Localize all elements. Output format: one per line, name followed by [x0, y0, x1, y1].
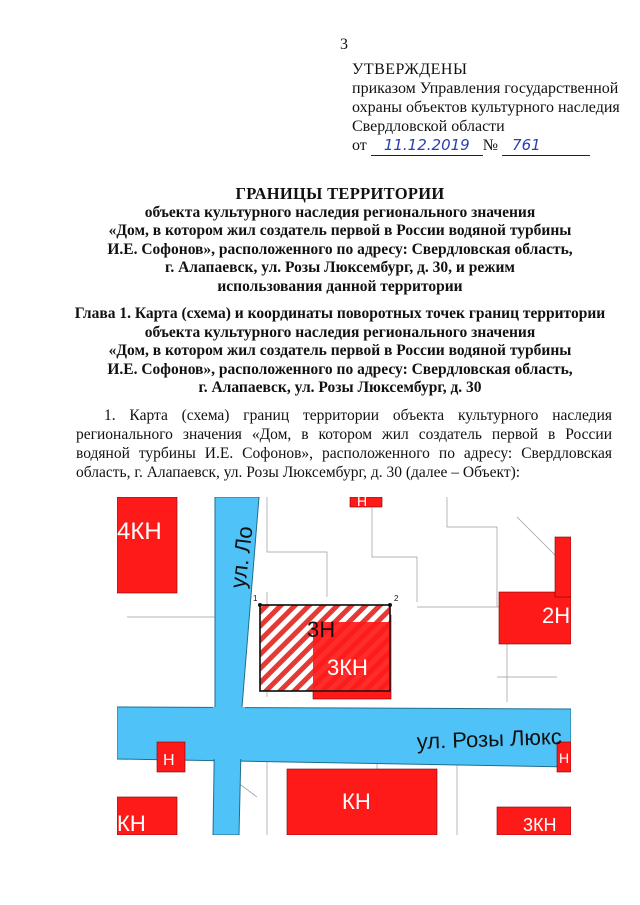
- date-prefix: от: [352, 137, 367, 154]
- page-number: 3: [340, 36, 348, 53]
- map-label-2n: 2Н: [542, 603, 571, 628]
- turning-point-2: [388, 603, 392, 607]
- approval-title: УТВЕРЖДЕНЫ: [352, 61, 468, 78]
- map-label-4kn: 4КН: [117, 518, 162, 545]
- paragraph-1: 1. Карта (схема) границ территории объекта культурного наследия регионального значения «Дом, в котором жил создатель первой в России водяной турбины И.Е. Софонов», расположенного по адресу: Свердловская область, г. Алапаевск, ул. Розы Люксембург, д. 30 (далее – Объект):: [76, 407, 612, 481]
- map-label-3n: 3Н: [307, 617, 336, 642]
- order-number: 761: [502, 136, 590, 156]
- point-label-2: 2: [394, 594, 399, 603]
- map-label-n-top: Н: [357, 497, 368, 509]
- chapter-line-1: Глава 1. Карта (схема) и координаты поворотных точек границ территории: [74, 305, 606, 322]
- chapter-heading: [70, 305, 610, 398]
- map-label-n-right: Н: [559, 750, 570, 766]
- map-label-3kn-right: 3КН: [523, 815, 557, 835]
- order-line: [352, 136, 637, 156]
- chapter-line-2: объекта культурного наследия регионального значения: [144, 323, 536, 341]
- title-line-6: использования данной территории: [217, 277, 463, 295]
- chapter-line-5: г. Алапаевск, ул. Розы Люксембург, д. 30: [198, 379, 482, 396]
- map-label-3kn: 3КН: [327, 655, 368, 680]
- order-date: 11.12.2019: [371, 136, 483, 156]
- chapter-line-3: «Дом, в котором жил создатель первой в России водяной турбины: [108, 342, 572, 359]
- street-name-horizontal: ул. Розы Люкс: [416, 723, 563, 754]
- boundary-map: [117, 497, 571, 835]
- street-name-vertical: ул. Ло: [225, 524, 258, 590]
- title-line-1: ГРАНИЦЫ ТЕРРИТОРИИ: [235, 184, 445, 203]
- map-label-kn-left: КН: [117, 811, 146, 835]
- title-line-2: объекта культурного наследия регионального значения: [144, 203, 536, 221]
- point-label-1: 1: [253, 594, 258, 603]
- approval-line-3: Свердловской области: [352, 118, 505, 135]
- title-line-4: И.Е. Софонов», расположенного по адресу: Свердловская область,: [107, 240, 573, 258]
- turning-point-1: [258, 603, 262, 607]
- approval-line-1: приказом Управления государственной: [352, 80, 619, 97]
- approval-block: [352, 60, 637, 156]
- approval-line-2: охраны объектов культурного наследия: [352, 99, 620, 116]
- number-prefix: №: [482, 137, 499, 154]
- title-line-5: г. Алапаевск, ул. Розы Люксембург, д. 30, и режим: [165, 259, 515, 276]
- building-4kn: [117, 497, 177, 593]
- chapter-line-4: И.Е. Софонов», расположенного по адресу: Свердловская область,: [107, 360, 573, 378]
- title-line-3: «Дом, в котором жил создатель первой в России водяной турбины: [108, 222, 572, 239]
- map-label-kn-center: КН: [342, 789, 371, 814]
- document-title: [70, 185, 610, 296]
- map-label-n-left: Н: [163, 752, 175, 769]
- building-right-edge: [555, 537, 571, 597]
